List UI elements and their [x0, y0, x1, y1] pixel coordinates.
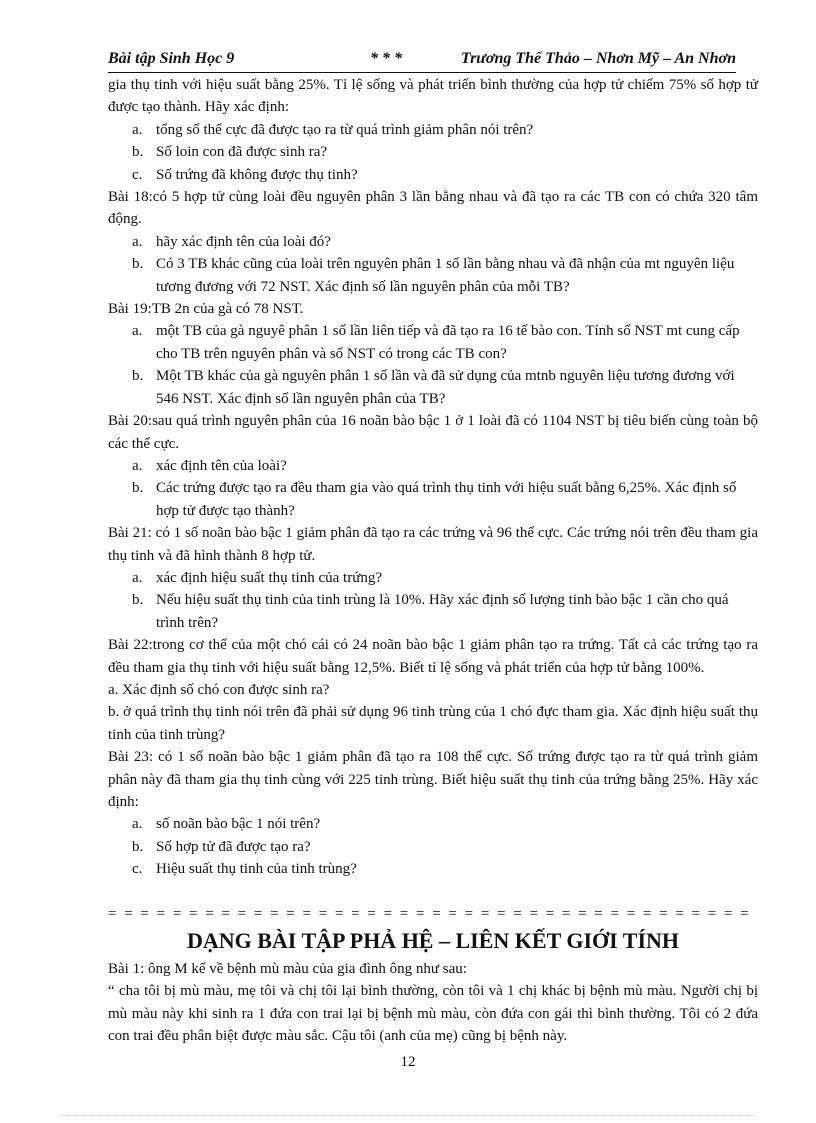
section-body	[108, 958, 758, 1048]
list-item: a. tổng số thể cực đã được tạo ra từ quá trình giảm phân nói trên?	[132, 121, 534, 138]
paragraph: “ cha tôi bị mù màu, mẹ tôi và chị tôi lại bình thường, còn tôi và 1 chị khác bị bệnh mù màu. Người chị bị mù màu này khi sinh ra 1 đứa con trai lại bị bệnh mù màu, còn đứa con gái thì bình thường. Tôi có 2 đứa con trai đều phân biệt được màu sắc. Cậu tôi (anh của mẹ) cũng bị bệnh này.	[108, 983, 758, 1045]
exercise-20: Bài 20:sau quá trình nguyên phân của 16 noãn bào bậc 1 ở 1 loài đã có 1104 NST bị tiêu biến cùng toàn bộ các thể cực.	[108, 413, 758, 452]
list-item: a. một TB của gà nguyê phân 1 số lần liên tiếp và đã tạo ra 16 tế bào con. Tính số NST mt cung cấp cho TB trên nguyên phân và số NST có trong các TB con?	[132, 323, 740, 362]
list-item: a. xác định hiệu suất thụ tinh của trứng?	[132, 569, 382, 586]
list-item: a. xác định tên của loài?	[132, 457, 287, 474]
page-number: 12	[400, 1054, 416, 1070]
list-item: b. Có 3 TB khác cũng của loài trên nguyên phân 1 số lần bằng nhau và đã nhận của mt nguyên liệu tương đương với 72 NST. Xác định số lần nguyên phân của mỗi TB?	[132, 256, 735, 295]
header-left: Bài tập Sinh Học 9	[108, 50, 235, 67]
exercise-1: Bài 1: ông M kể về bệnh mù màu của gia đình ông như sau:	[108, 961, 467, 977]
exercise-21: Bài 21: có 1 số noãn bào bậc 1 giảm phân đã tạo ra các trứng và 96 thể cực. Các trứng nói trên đều tham gia thụ tinh và đã hình thành 8 hợp tử.	[108, 525, 758, 564]
header-right: Trương Thế Thảo – Nhơn Mỹ – An Nhơn	[460, 50, 736, 67]
page-header	[108, 50, 736, 72]
list-item: b. Một TB khác của gà nguyên phân 1 số lần và đã sử dụng của mtnb nguyên liệu tương đương với 546 NST. Xác định số lần nguyên phân của TB?	[132, 368, 735, 407]
section-title: DẠNG BÀI TẬP PHẢ HỆ – LIÊN KẾT GIỚI TÍNH	[186, 928, 680, 953]
page-edge	[60, 1115, 756, 1116]
list-item: b. Số loin con đã được sinh ra?	[132, 144, 328, 161]
list-item: a. Xác định số chó con được sinh ra?	[108, 681, 330, 698]
exercise-23: Bài 23: có 1 số noãn bào bậc 1 giảm phân đã tạo ra 108 thể cực. Số trứng được tạo ra từ quá trình giảm phân này đã tham gia thụ tinh cùng với 225 tinh trùng. Biết hiệu suất thụ tinh của trứng bằng 25%. Hãy xác định:	[108, 749, 758, 810]
list-item: b. Nếu hiệu suất thụ tinh của tinh trùng là 10%. Hãy xác định số lượng tinh bào bậc 1 cần cho quá trình trên?	[132, 592, 729, 631]
list-item: b. ở quá trình thụ tinh nói trên đã phải sử dụng 96 tinh trùng của 1 chó đực tham gia. Xác định hiệu suất thụ tinh của tinh trùng?	[108, 704, 758, 743]
exercise-18: Bài 18:có 5 hợp tử cùng loài đều nguyên phân 3 lần bằng nhau và đã tạo ra các TB con có chứa 320 tâm động.	[108, 189, 758, 228]
paragraph: gia thụ tinh với hiệu suất bằng 25%. Tỉ lệ sống và phát triển bình thường của hợp tử chiếm 75% số hợp tử được tạo thành. Hãy xác định:	[108, 77, 758, 116]
separator-line: = = = = = = = = = = = = = = = = = = = = = = = = = = = = = = = = = = = = = = = =	[108, 906, 751, 922]
list-item: a. số noãn bào bậc 1 nói trên?	[132, 816, 321, 833]
list-item: c. Số trứng đã không được thụ tinh?	[132, 166, 358, 183]
header-rule	[108, 72, 736, 73]
header-center: * * *	[370, 50, 402, 67]
list-item: b. Các trứng được tạo ra đều tham gia vào quá trình thụ tinh với hiệu suất bằng 6,25%. Xác định số hợp tử được tạo thành?	[132, 480, 737, 519]
list-item: b. Số hợp tử đã được tạo ra?	[132, 838, 311, 855]
list-item: c. Hiệu suất thụ tinh của tinh trùng?	[132, 861, 357, 878]
document-body	[108, 74, 758, 881]
exercise-22: Bài 22:trong cơ thể của một chó cái có 24 noãn bào bậc 1 giảm phân tạo ra trứng. Tất cả các trứng tạo ra đều tham gia thụ tinh với hiệu suất bằng 12,5%. Biết tỉ lệ sống và phát triển của hợp tử bằng 100%.	[108, 637, 758, 676]
list-item: a. hãy xác định tên của loài đó?	[132, 233, 331, 250]
exercise-19: Bài 19:TB 2n của gà có 78 NST.	[108, 301, 304, 318]
